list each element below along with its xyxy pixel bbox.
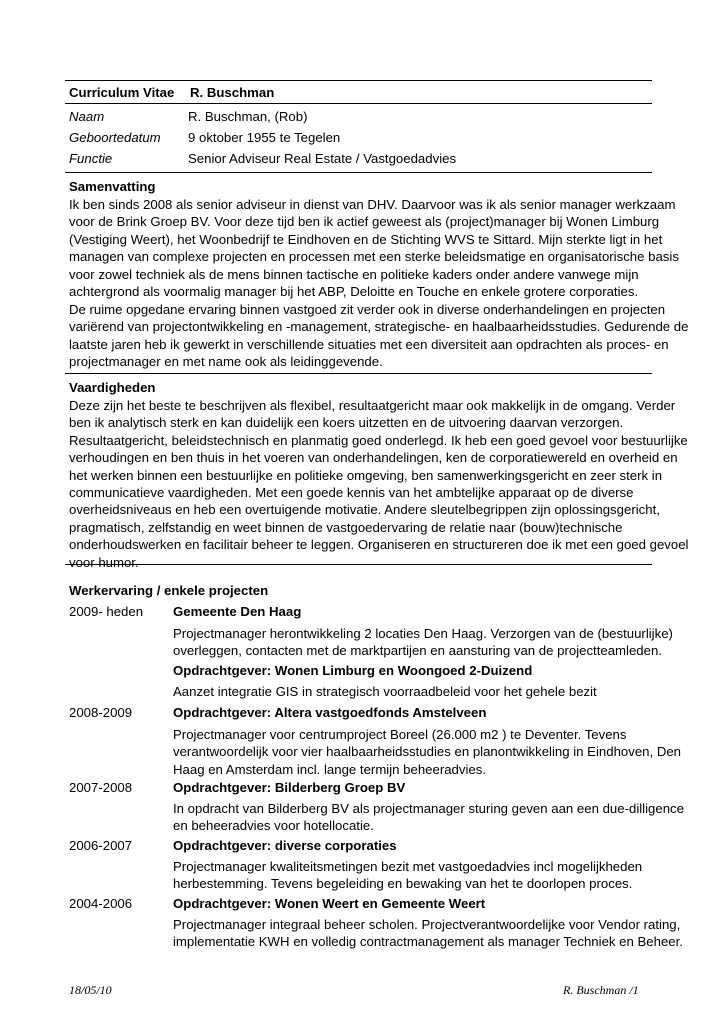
summary-line: laatste jaren heb ik gewerkt in verschillende situaties met een diversiteit aan opdrachten als proces- en	[69, 336, 669, 352]
description-line: Projectmanager voor centrumproject Boreel (26.000 m2 ) te Deventer. Tevens	[173, 727, 627, 742]
footer-page-number: R. Buschman /1	[563, 983, 639, 997]
cv-title: Curriculum Vitae	[69, 85, 175, 100]
summary-line: voor zowel techniek als de mens binnen tactische en politieke kaders onder andere vanwege mijn	[69, 266, 639, 282]
experience-heading: Werkervaring / enkele projecten	[69, 583, 269, 598]
skills-paragraph	[69, 397, 689, 571]
skills-line: ben ik analytisch sterk en kan duidelijk een koers uitzetten en de uitvoering daarvan verzorgen.	[69, 415, 624, 431]
experience-period: 2008-2009	[69, 705, 133, 720]
skills-line: het werken binnen een bestuurlijke en politieke omgeving, ben samenwerkingsgericht en zeer sterk in	[69, 467, 663, 483]
summary-bottom-rule	[65, 373, 652, 374]
description-line: Projectmanager integraal beheer scholen. Projectverantwoordelijke voor Vendor rating,	[173, 917, 681, 932]
experience-project-title: Opdrachtgever: diverse corporaties	[173, 838, 397, 853]
skills-line: onderhoudswerken en facilitair beheer te leggen. Organiseren en structureren doe ik met een goed gevoel	[69, 537, 689, 553]
summary-line: managen van complexe projecten en processen met een sterke beleidsmatige en organisatorische basis	[69, 249, 679, 265]
experience-project-title: Gemeente Den Haag	[173, 604, 302, 619]
experience-period: 2006-2007	[69, 838, 133, 853]
summary-line: projectmanager en met name ook als leidinggevende.	[69, 354, 383, 370]
experience-project-description	[173, 726, 681, 778]
label-geboortedatum: Geboortedatum	[69, 130, 161, 145]
experience-project-title: Opdrachtgever: Bilderberg Groep BV	[173, 780, 406, 795]
header-top-rule	[65, 80, 652, 81]
header-row-rule	[65, 103, 652, 104]
experience-project-description	[173, 858, 642, 893]
summary-line: Ik ben sinds 2008 als senior adviseur in dienst van DHV. Daarvoor was ik als senior manager werkzaam	[69, 197, 676, 212]
description-line: en beheeradvies voor hotellocatie.	[173, 818, 374, 834]
description-line: Projectmanager herontwikkeling 2 locaties Den Haag. Verzorgen van de (bestuurlijke)	[173, 626, 673, 641]
summary-line: variërend van projectontwikkeling en -management, strategische- en haalbaarheidsstudies. Gedurende de	[69, 319, 689, 335]
summary-line: achtergrond als voormalig manager bij het ABP, Deloitte en Touche en enkele grotere corporaties.	[69, 284, 639, 300]
skills-line: Resultaatgericht, beleidstechnisch en planmatig goed onderlegd. Ik heb een goed gevoel voor bestuurlijke	[69, 432, 688, 448]
summary-heading: Samenvatting	[69, 179, 156, 194]
experience-project-description	[173, 625, 673, 660]
summary-paragraph-2	[69, 301, 689, 371]
skills-line: pragmatisch, zelfstandig en weet binnen de vastgoedervaring de relatie naar (bouw)technische	[69, 519, 623, 535]
skills-line: voor humor.	[69, 554, 139, 570]
skills-line: Deze zijn het beste te beschrijven als flexibel, resultaatgericht maar ook makkelijk in de omgang. Verder	[69, 398, 676, 413]
experience-project-title: Opdrachtgever: Wonen Weert en Gemeente Weert	[173, 896, 486, 911]
skills-bottom-rule	[65, 564, 652, 565]
summary-line: (Vestiging Weert), het Woonbedrijf te Eindhoven en de Stichting WVS te Sittard. Mijn sterkte ligt in het	[69, 231, 663, 247]
summary-line: voor de Brink Groep BV. Voor deze tijd ben ik actief geweest als (project)manager bij Wonen Limburg	[69, 214, 660, 230]
value-functie: Senior Adviseur Real Estate / Vastgoedadvies	[188, 151, 457, 166]
value-geboortedatum: 9 oktober 1955 te Tegelen	[188, 130, 341, 145]
footer-date: 18/05/10	[69, 983, 112, 997]
experience-project-title: Opdrachtgever: Wonen Limburg en Woongoed 2-Duizend	[173, 663, 533, 678]
description-line: Projectmanager kwaliteitsmetingen bezit met vastgoedadvies incl mogelijkheden	[173, 859, 643, 874]
skills-heading: Vaardigheden	[69, 380, 156, 395]
experience-project-description	[173, 683, 597, 700]
summary-line: De ruime opgedane ervaring binnen vastgoed zit verder ook in diverse onderhandelingen en projecten	[69, 302, 666, 317]
cv-name-short: R. Buschman	[190, 85, 275, 100]
description-line: implementatie KWH en volledig contractmanagement als manager Techniek en Beheer.	[173, 934, 683, 950]
header-bottom-rule	[65, 172, 652, 173]
skills-line: overheidsniveaus en heb een overtuigende motivatie. Andere sleutelbegrippen zijn oplossingsgericht,	[69, 502, 660, 518]
description-line: In opdracht van Bilderberg BV als projectmanager sturing geven aan een due-dilligence	[173, 801, 684, 816]
experience-period: 2004-2006	[69, 896, 133, 911]
description-line: herbestemming. Tevens begeleiding en bewaking van het te doorlopen proces.	[173, 876, 633, 892]
description-line: verantwoordelijk voor vier haalbaarheidsstudies en planontwikkeling in Eindhoven, Den	[173, 744, 682, 760]
value-naam: R. Buschman, (Rob)	[188, 109, 308, 124]
description-line: overleggen, contacten met de marktpartijen en aansturing van de projectteamleden.	[173, 643, 662, 659]
description-line: Aanzet integratie GIS in strategisch voorraadbeleid voor het gehele bezit	[173, 684, 597, 699]
experience-period: 2009- heden	[69, 604, 144, 619]
experience-project-description	[173, 916, 683, 951]
skills-line: communicatieve vaardigheden. Met een goede kennis van het ambtelijke apparaat op de diverse	[69, 485, 634, 501]
skills-line: verhoudingen en ben thuis in het voeren van onderhandelingen, ken de corporatiewereld en overheid en	[69, 450, 678, 466]
experience-project-description	[173, 800, 684, 835]
experience-project-title: Opdrachtgever: Altera vastgoedfonds Amstelveen	[173, 705, 487, 720]
label-naam: Naam	[69, 109, 105, 124]
label-functie: Functie	[69, 151, 113, 166]
experience-period: 2007-2008	[69, 780, 133, 795]
summary-paragraph-1	[69, 196, 679, 300]
description-line: Haag en Amsterdam incl. lange termijn beheeradvies.	[173, 761, 487, 777]
